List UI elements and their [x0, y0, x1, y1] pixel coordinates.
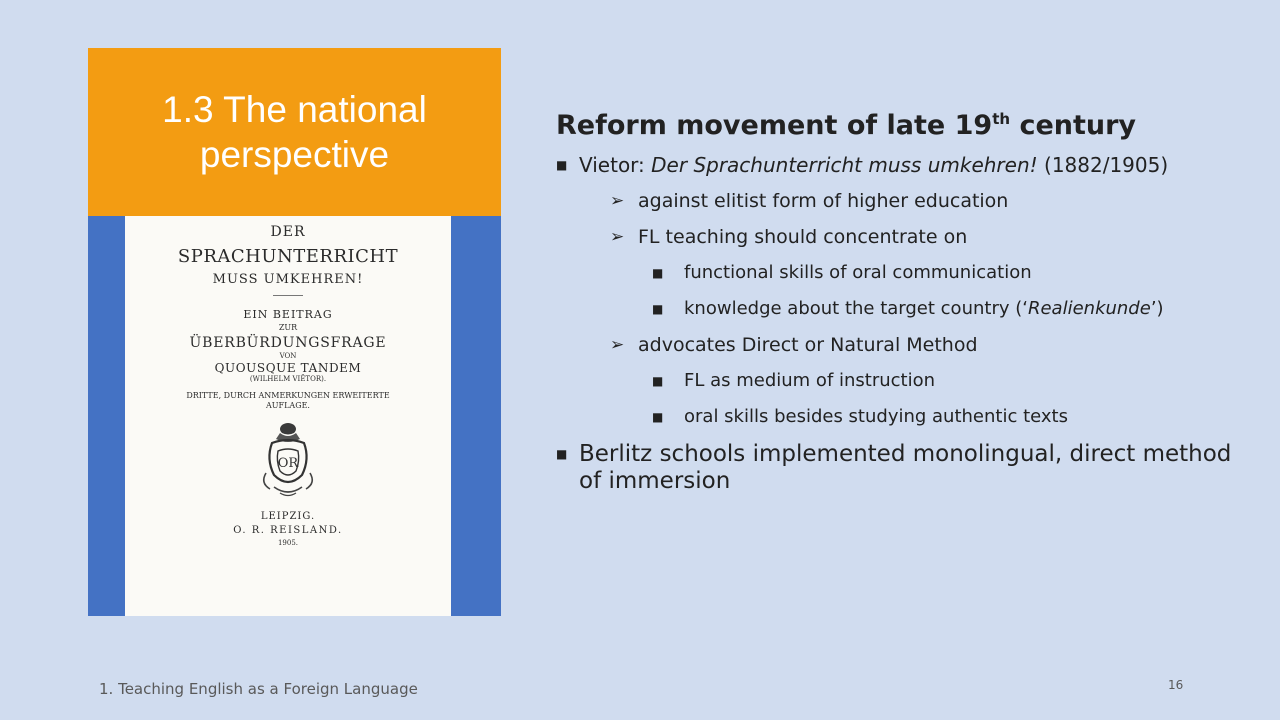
left-panel: [88, 48, 501, 616]
fl-concentrate-text: FL teaching should concentrate on: [638, 226, 968, 249]
title-box: [88, 48, 501, 216]
advocates-text: advocates Direct or Natural Method: [638, 334, 978, 357]
book-line-beitrag: EIN BEITRAG: [243, 308, 333, 321]
arrow-bullet-icon: ➢: [610, 335, 625, 356]
vietor-years: (1882/1905): [1037, 153, 1169, 178]
content-heading: [556, 108, 1246, 143]
arrow-bullet-icon: ➢: [610, 191, 625, 212]
square-bullet-icon: ■: [556, 447, 568, 462]
functional-skills-text: functional skills of oral communication: [684, 262, 1032, 284]
footer-text: 1. Teaching English as a Foreign Language: [99, 680, 418, 698]
publisher-emblem-icon: [256, 421, 320, 499]
bullet-berlitz: [556, 441, 1246, 495]
book-line-von: VON: [279, 352, 297, 360]
book-line-muss-umkehren: MUSS UMKEHREN!: [212, 272, 364, 287]
heading-text-end: century: [1010, 110, 1137, 141]
book-line-author: QUOUSQUE TANDEM: [214, 361, 362, 375]
berlitz-text: Berlitz schools implemented monolingual, direct method of immersion: [579, 441, 1232, 495]
heading-text: Reform movement of late 19: [556, 110, 993, 141]
square-bullet-icon: ■: [556, 158, 568, 173]
heading-superscript: th: [992, 110, 1011, 128]
bullet-functional-skills: [650, 261, 1246, 285]
page-number: 16: [1168, 678, 1184, 692]
book-divider: [273, 295, 303, 296]
bullet-vietor: [556, 153, 1246, 177]
bullet-oral-skills: [650, 405, 1246, 429]
elitist-text: against elitist form of higher education: [638, 190, 1009, 213]
bullet-elitist: [610, 189, 1246, 213]
vietor-book-title: Der Sprachunterricht muss umkehren!: [651, 153, 1038, 178]
fl-medium-text: FL as medium of instruction: [684, 370, 936, 392]
book-line-edition: DRITTE, DURCH ANMERKUNGEN ERWEITERTE AUFLAGE.: [186, 391, 390, 410]
arrow-bullet-icon: ➢: [610, 227, 625, 248]
book-line-sprachunterricht: SPRACHUNTERRICHT: [177, 246, 399, 267]
book-line-city: LEIPZIG.: [260, 511, 316, 522]
slide-content: [556, 108, 1246, 495]
book-line-zur: ZUR: [278, 323, 298, 332]
square-bullet-icon: ■: [652, 266, 664, 281]
book-line-publisher: O. R. REISLAND.: [233, 525, 343, 536]
bullet-knowledge: [650, 297, 1246, 321]
knowledge-suffix: ’): [1150, 298, 1164, 320]
book-cover-image: [125, 216, 451, 616]
knowledge-prefix: knowledge about the target country (‘: [684, 298, 1028, 320]
book-line-year: 1905.: [277, 539, 299, 547]
slide-title: 1.3 The national perspective: [162, 88, 427, 175]
bullet-fl-medium: [650, 369, 1246, 393]
square-bullet-icon: ■: [652, 374, 664, 389]
square-bullet-icon: ■: [652, 302, 664, 317]
bullet-advocates: [610, 333, 1246, 357]
svg-text:OR: OR: [277, 456, 299, 471]
book-line-author-name: (WILHELM VIËTOR).: [249, 375, 327, 383]
vietor-prefix: Vietor:: [579, 153, 652, 178]
bullet-fl-concentrate: [610, 225, 1246, 249]
book-line-ueberbuerdungsfrage: ÜBERBÜRDUNGSFRAGE: [189, 335, 387, 351]
oral-skills-text: oral skills besides studying authentic texts: [684, 406, 1068, 428]
realienkunde-term: Realienkunde: [1027, 298, 1151, 320]
book-line-der: DER: [270, 224, 306, 240]
square-bullet-icon: ■: [652, 410, 664, 425]
